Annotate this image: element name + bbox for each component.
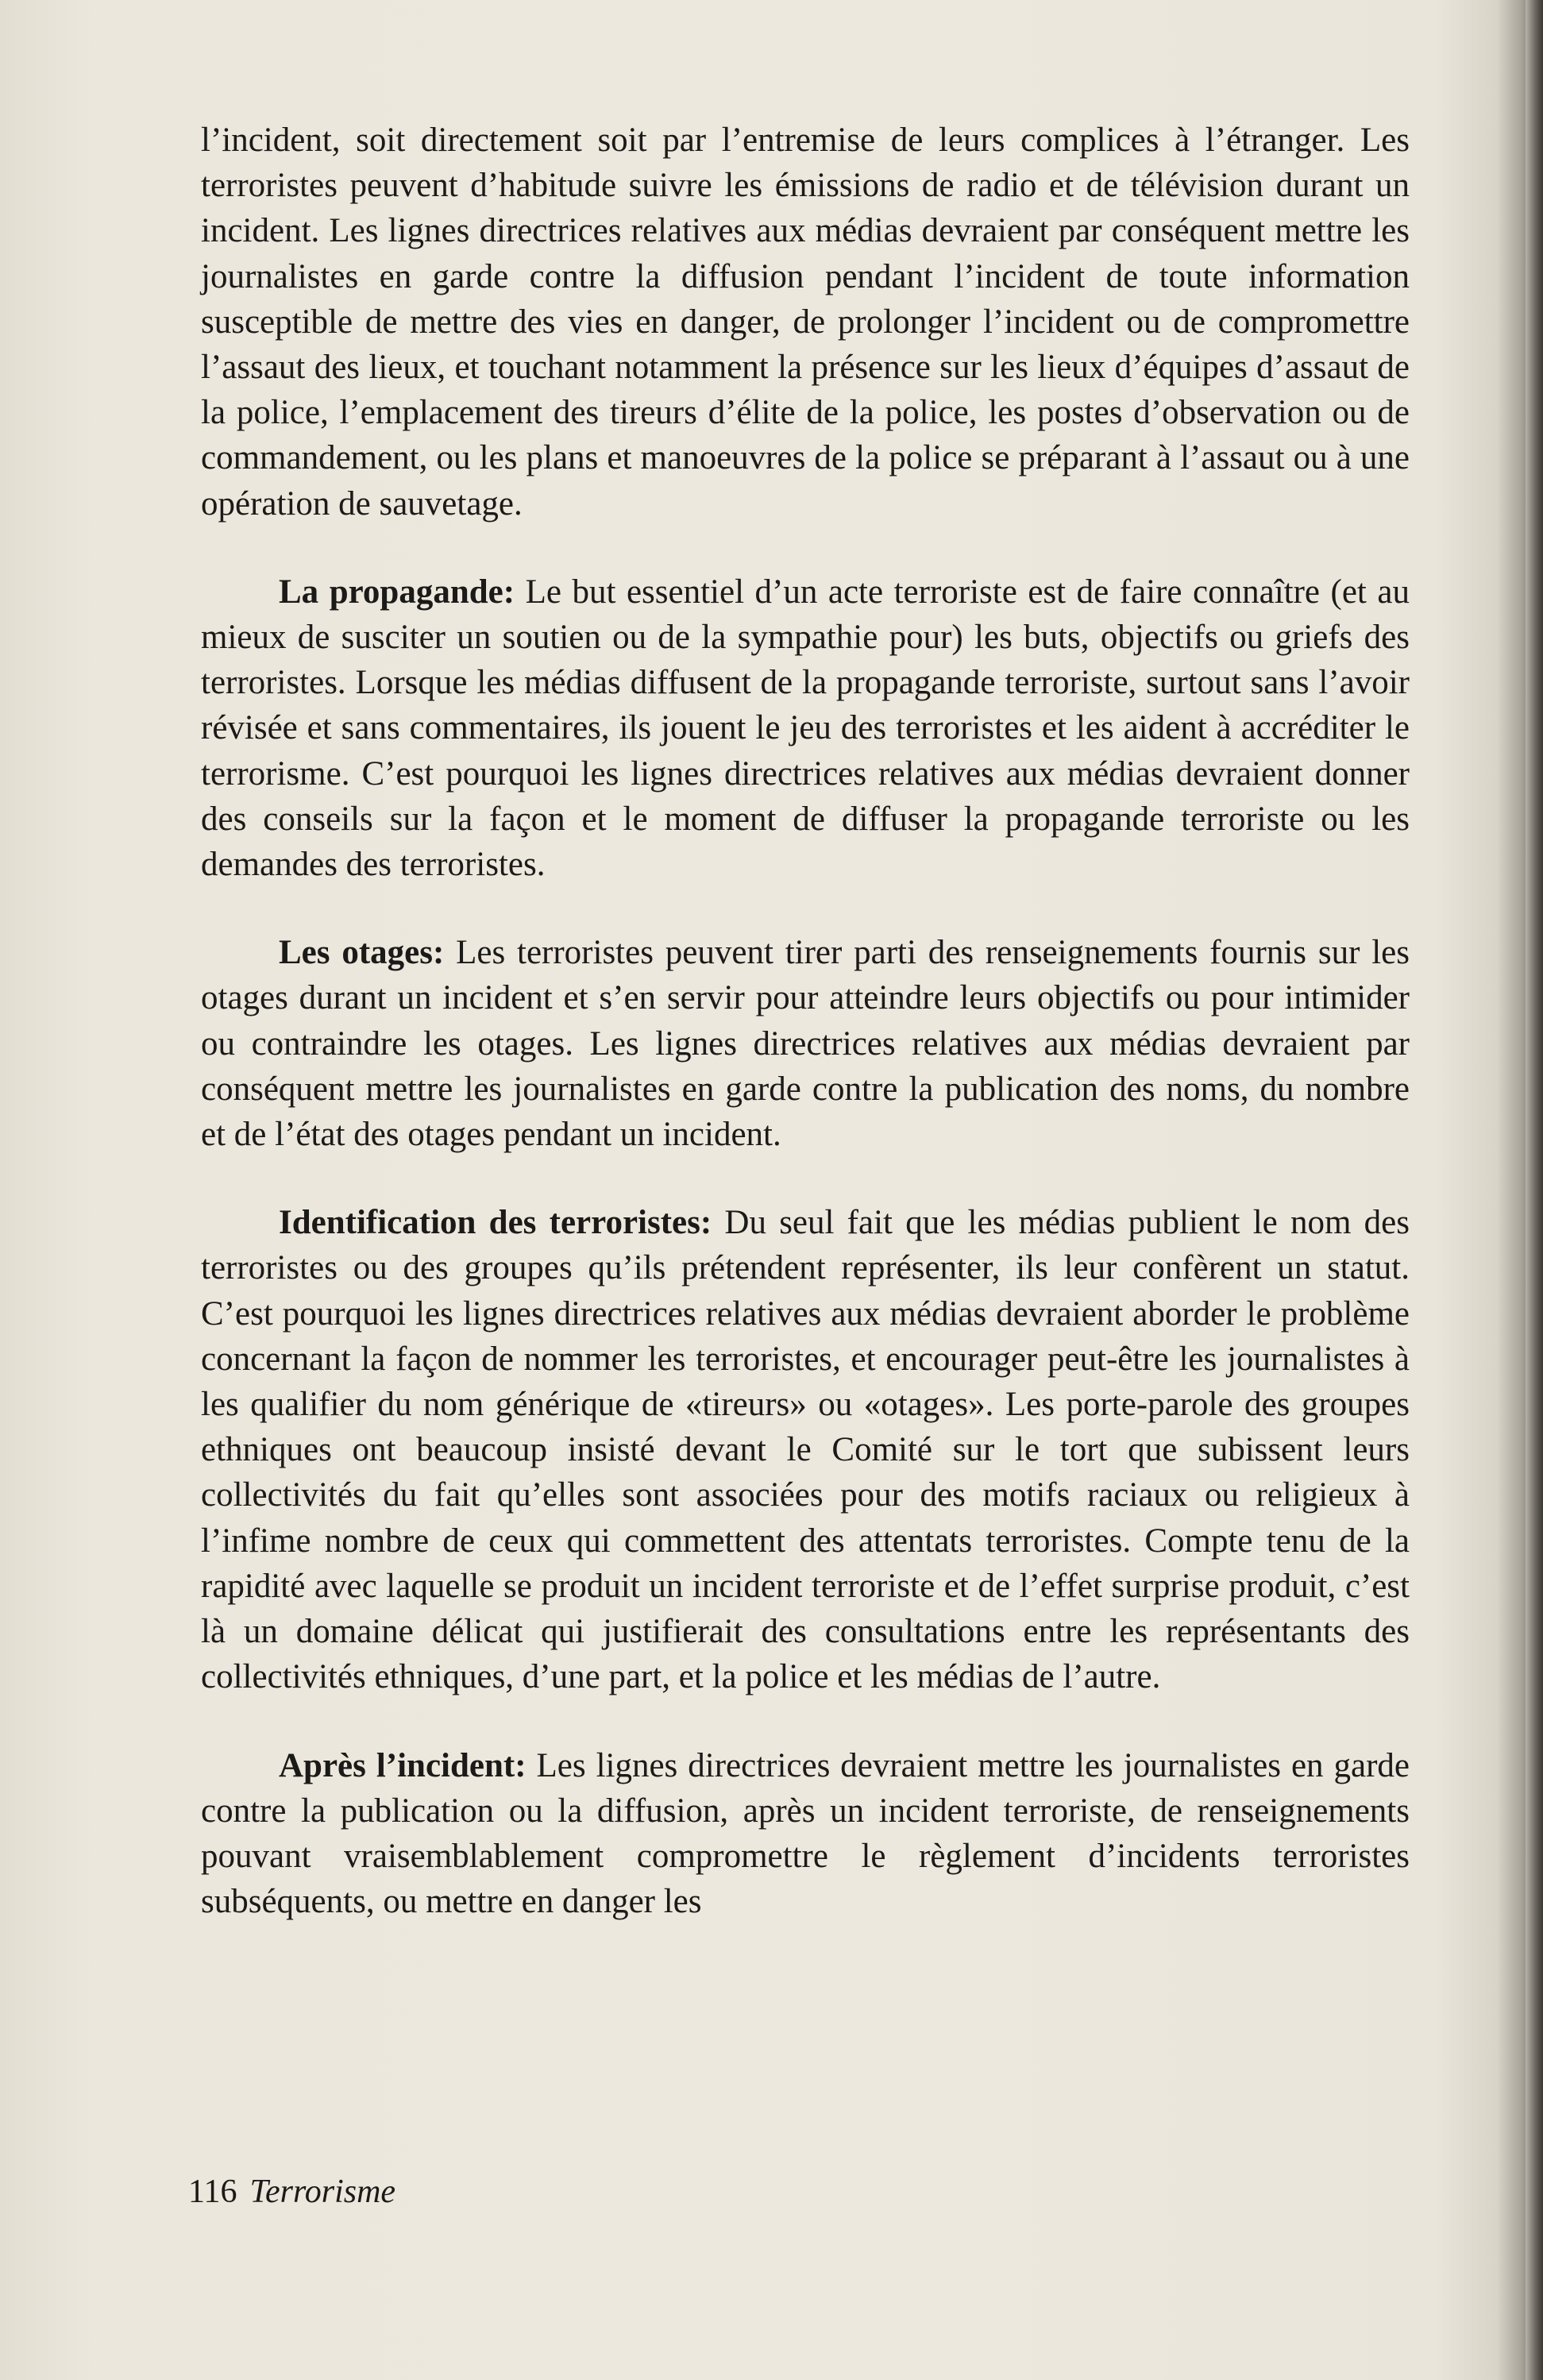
paragraph-heading: Après l’incident: xyxy=(279,1746,527,1784)
paragraph-heading: Identification des terroristes: xyxy=(279,1204,712,1242)
paragraph-continuation xyxy=(201,118,1410,527)
body-text xyxy=(201,118,1410,1924)
paragraph-propagande xyxy=(201,569,1410,887)
paragraph-text: l’incident, soit directement soit par l’entremise de leurs complices à l’étranger. Les terroristes peuvent d’habitude suivre les émissions de radio et de télévision durant un incident. Les lignes directrices relatives aux médias devraient par conséquent mettre les journalistes en garde contre la diffusion pendant l’incident de toute information susceptible de mettre des vies en danger, de prolonger l’incident ou de compromettre l’assaut des lieux, et touchant notamment la présence sur les lieux d’équipes d’assaut de la police, l’emplacement des tireurs d’élite de la police, les postes d’observation ou de commandement, ou les plans et manoeuvres de la police se préparant à l’assaut ou à une opération de sauvetage. xyxy=(201,122,1410,523)
page-number: 116 xyxy=(188,2174,237,2210)
paragraph-text: Les lignes directrices devraient mettre les journalistes en garde contre la publication ou la diffusion, après un incident terroriste, de renseignements pouvant vraisemblablement compromettre le règlement d’incidents terroristes subséquents, ou mettre en danger les xyxy=(201,1746,1410,1921)
paragraph-text: Du seul fait que les médias publient le nom des terroristes ou des groupes qu’ils prétendent représenter, ils leur confèrent un statut. C’est pourquoi les lignes directrices relatives aux médias devraient aborder le problème concernant la façon de nommer les terroristes, et encourager peut-être les journalistes à les qualifier du nom générique de «tireurs» ou «otages». Les porte-parole des groupes ethniques ont beaucoup insisté devant le Comité sur le tort que subissent leurs collectivités du fait qu’elles sont associées pour des motifs raciaux ou religieux à l’infime nombre de ceux qui commettent des attentats terroristes. Compte tenu de la rapidité avec laquelle se produit un incident terroriste et de l’effet surprise produit, c’est là un domaine délicat qui justifierait des consultations entre les représentants des collectivités ethniques, d’une part, et la police et les médias de l’autre. xyxy=(201,1204,1410,1696)
paragraph-otages xyxy=(201,930,1410,1157)
page-footer xyxy=(188,2173,395,2211)
paragraph-text: Les terroristes peuvent tirer parti des renseignements fournis sur les otages durant un incident et s’en servir pour atteindre leurs objectifs ou pour intimider ou contraindre les otages. Les lignes directrices relatives aux médias devraient par conséquent mettre les journalistes en garde contre la publication des noms, du nombre et de l’état des otages pendant un incident. xyxy=(201,934,1410,1154)
paragraph-identification xyxy=(201,1200,1410,1699)
paragraph-text: Le but essentiel d’un acte terroriste est de faire connaître (et au mieux de susciter un soutien ou de la sympathie pour) les buts, objectifs ou griefs des terroristes. Lorsque les médias diffusent de la propagande terroriste, surtout sans l’avoir révisée et sans commentaires, ils jouent le jeu des terroristes et les aident à accréditer le terrorisme. C’est pourquoi les lignes directrices relatives aux médias devraient donner des conseils sur la façon et le moment de diffuser la propagande terroriste ou les demandes des terroristes. xyxy=(201,573,1410,884)
paragraph-apres-incident xyxy=(201,1743,1410,1925)
running-title: Terrorisme xyxy=(249,2174,396,2210)
book-spine-shadow xyxy=(1526,0,1543,2380)
paragraph-heading: La propagande: xyxy=(279,573,515,611)
paragraph-heading: Les otages: xyxy=(279,934,445,972)
